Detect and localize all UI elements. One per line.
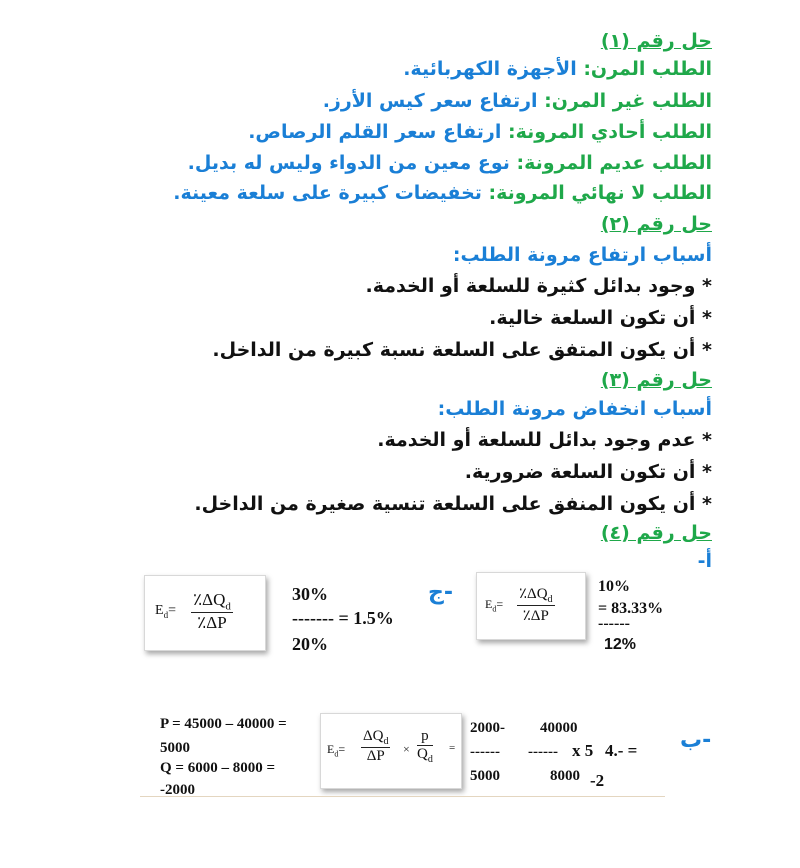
sol1-line-1 <box>403 56 712 82</box>
part-b-label: ب- <box>680 728 712 753</box>
sol3-heading: حل رقم (٣) <box>600 369 712 391</box>
calc-b-ans2: -2 <box>590 771 605 790</box>
sol1-label-1: الطلب المرن: <box>583 58 712 80</box>
calc-a-den: 20% <box>292 634 328 654</box>
sol3-subtitle: أسباب انخفاض مرونة الطلب: <box>437 398 712 420</box>
calc-a-num: 30% <box>292 584 328 604</box>
formula-a-num: $٪\Delta Q_d$ <box>193 590 231 613</box>
calc-b-mult: x 5 <box>572 741 594 760</box>
sol1-text-2: ارتفاع سعر كيس الأرز. <box>322 90 545 112</box>
formula-b-num1: $\Delta Q_d$ <box>363 728 389 747</box>
sol1-text-5: تخفيضات كبيرة على سلعة معينة. <box>173 182 489 204</box>
sol1-label-5: الطلب لا نهائي المرونة: <box>488 182 712 204</box>
sol1-line-4 <box>188 150 712 176</box>
calc-b-q-result: -2000 <box>160 782 195 798</box>
calc-b-d2: 8000 <box>550 768 580 784</box>
calc-b-n1: 2000- <box>470 720 505 736</box>
sol3-item-3: * أن يكون المنفق على السلعة تنسية صغيرة من الداخل. <box>194 493 712 515</box>
calc-b-n2: 40000 <box>540 720 578 736</box>
calc-c-den: 12% <box>604 636 637 653</box>
sol1-line-3 <box>248 119 712 145</box>
calc-b-d2dash: ------ <box>528 744 558 760</box>
sol2-item-3: * أن يكون المتفق على السلعة نسبة كبيرة من الداخل. <box>212 339 712 361</box>
calc-c-dashes: ------ <box>598 615 630 632</box>
sol2-item-1: * وجود بدائل كثيرة للسلعة أو الخدمة. <box>365 275 712 297</box>
bottom-divider <box>140 796 665 797</box>
calc-c-num: 10% <box>598 578 630 595</box>
sol1-label-2: الطلب غير المرن: <box>544 90 712 112</box>
formula-b-lhs: $E_d=$ <box>327 742 346 759</box>
formula-c-num: $٪\Delta Q_d$ <box>519 586 553 605</box>
formula-b-den2: $Q_d$ <box>417 746 433 765</box>
calc-a-dashes: ------- <box>292 608 334 628</box>
sol2-item-2: * أن تكون السلعة خالية. <box>489 307 712 329</box>
formula-a-lhs: $E_d=$ <box>155 603 176 620</box>
formula-b-times: × <box>403 742 410 756</box>
calc-b-p-line: P = 45000 – 40000 = <box>160 716 287 732</box>
formula-box-b <box>320 713 462 789</box>
formula-box-a <box>144 575 266 651</box>
formula-c-fraction <box>517 584 555 625</box>
formula-b-num2: p <box>417 728 433 746</box>
calc-a-result: = 1.5% <box>338 608 394 628</box>
formula-box-c <box>476 572 586 640</box>
calc-b-ans: 4.- = <box>605 741 638 760</box>
calc-b-p-result: 5000 <box>160 740 190 756</box>
sol4-heading: حل رقم (٤) <box>600 522 712 544</box>
sol2-heading: حل رقم (٢) <box>600 213 712 235</box>
sol1-text-4: نوع معين من الدواء وليس له بديل. <box>187 152 517 174</box>
formula-b-fraction-1 <box>361 728 390 765</box>
sol1-line-5 <box>173 180 712 206</box>
sol1-text-1: الأجهزة الكهربائية. <box>403 58 584 80</box>
formula-a-den: ٪ΔP <box>197 613 227 633</box>
sol1-text-3: ارتفاع سعر القلم الرصاص. <box>248 121 508 143</box>
sol1-line-2 <box>323 88 712 114</box>
sol3-item-2: * أن تكون السلعة ضرورية. <box>464 461 712 483</box>
part-c-label: ج- <box>428 580 453 605</box>
calc-b-d1: 5000 <box>470 768 500 784</box>
formula-c-lhs: $E_d=$ <box>485 597 504 614</box>
formula-b-fraction-2 <box>417 728 433 765</box>
formula-b-den1: ΔP <box>366 748 385 764</box>
calc-b-q-line: Q = 6000 – 8000 = <box>160 760 276 776</box>
formula-b-tail: = <box>449 742 456 754</box>
formula-a-fraction <box>191 590 233 633</box>
sol1-heading: حل رقم (١) <box>600 30 712 52</box>
part-a-label: أ- <box>697 550 712 572</box>
sol2-subtitle: أسباب ارتفاع مرونة الطلب: <box>452 244 712 266</box>
formula-c-den: ٪ΔP <box>522 608 549 624</box>
sol3-item-1: * عدم وجود بدائل للسلعة أو الخدمة. <box>377 429 712 451</box>
calc-b-d1dash: ------ <box>470 744 500 760</box>
sol1-label-4: الطلب عديم المرونة: <box>516 152 712 174</box>
sol1-label-3: الطلب أحادي المرونة: <box>507 121 712 143</box>
calc-a-frac-line <box>292 608 394 629</box>
calc-c-result: = 83.33% <box>598 600 664 617</box>
